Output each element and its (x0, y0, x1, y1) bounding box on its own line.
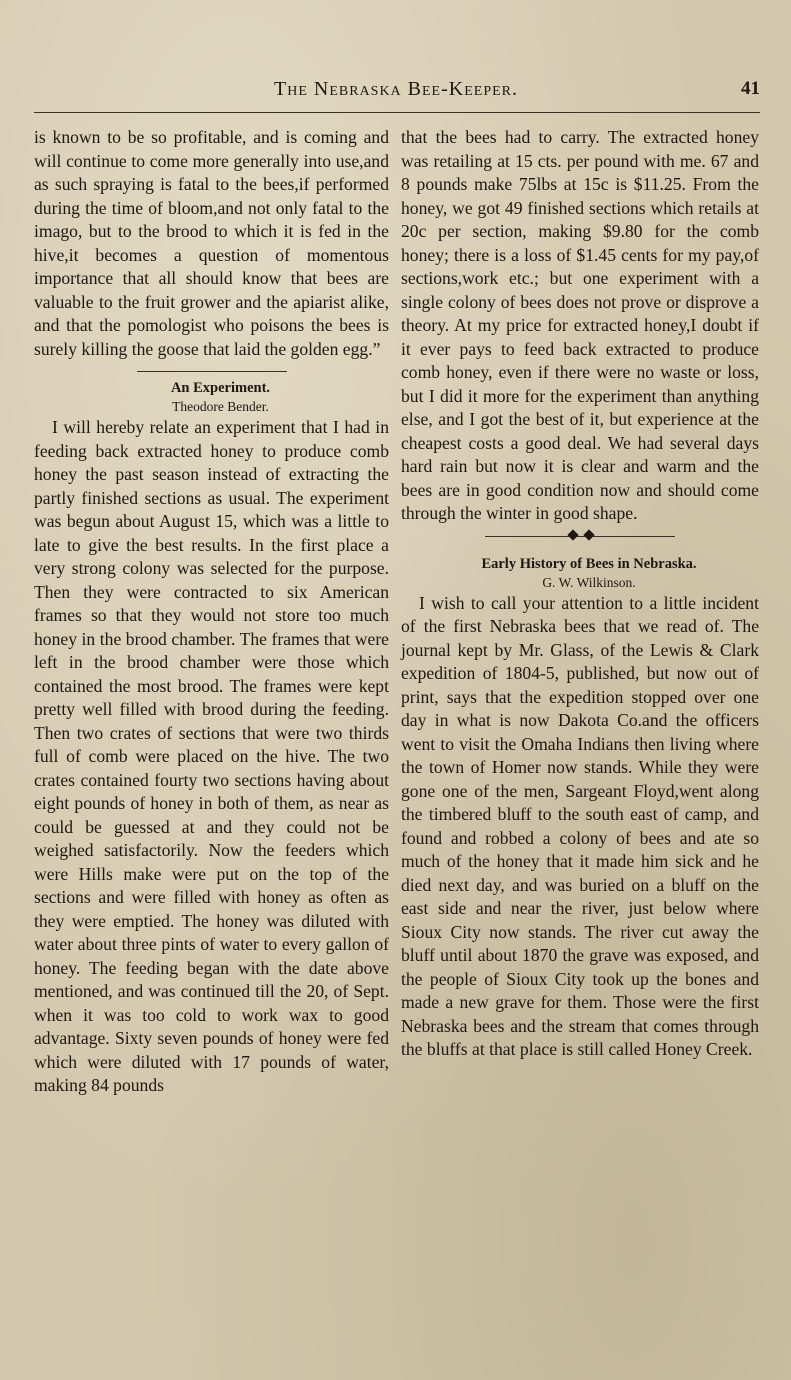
section-rule (137, 371, 287, 372)
running-header (30, 78, 762, 108)
article-body-experiment: I will hereby relate an experiment that I had in feeding back extracted honey to produce comb honey the past season instead of extracting the partly finished sections as usual. The experiment was begun about August 15, which was a little to late to give the best results. In the first place a very strong colony was selected for the purpose. Then they were contracted to six American frames so that they would not store too much honey in the brood chamber. The frames that were left in the brood chamber were those which contained the most brood. The frames were kept pretty well filled with brood during the feeding. Then two crates of sections that were two thirds full of comb were placed on the hive. The two crates contained fourty two sections having about eight pounds of honey in both of them, as near as could be guessed at and they could not be weighed satisfactorily. Now the feeders which were Hills make were put on the top of the sections and were filled with honey as often as they were emptied. The honey was diluted with water about three pints of water to every gallon of honey. The feeding began with the date above mentioned, and was continued till the 20, of Sept. when it was too cold to work wax to good advantage. Sixty seven pounds of honey were fed which were diluted with 17 pounds of water, making 84 pounds (34, 417, 389, 1095)
article-author-wilkinson: G. W. Wilkinson. (542, 574, 636, 590)
journal-title: The Nebraska Bee-Keeper. (274, 78, 518, 100)
header-rule (34, 112, 760, 113)
continued-paragraph: is known to be so profitable, and is coming and will continue to come more generally into use,and as such spraying is fatal to the bees,if performed during the time of bloom,and not only fatal to the imago, but to the brood to which it is fed in the hive,it becomes a question of momentous importance that all should know that bees are valuable to the fruit grower and the apiarist alike, and that the pomologist who poisons the bees is surely killing the goose that laid the golden egg.” (34, 127, 389, 359)
article-title-early-history: Early History of Bees in Nebraska. (481, 555, 697, 572)
article-title-experiment: An Experiment. (170, 380, 271, 396)
ornamental-divider (485, 532, 675, 542)
article-body-early-history: I wish to call your attention to a little incident of the first Nebraska bees that we read of. The journal kept by Mr. Glass, of the Lewis & Clark expedition of 1804-5, published, but now out of print, says that the expedition stopped over one day in what is now Dakota Co.and the officers went to visit the Omaha Indians then living where the town of Homer now stands. While they were gone one of the men, Sargeant Floyd,went along the timbered bluff to the south east of camp, and found and robbed a colony of bees and ate so much of the honey that it made him sick and he died next day, and was buried on a bluff on the east side and near the river, just below where Sioux City now stands. The river cut away the bluff until about 1870 the grave was exposed, and the people of Sioux City took up the bones and made a new grave for them. Those were the first Nebraska bees and the stream that comes through the bluffs at that place is still called Honey Creek. (401, 592, 759, 1059)
page-number: 41 (741, 78, 760, 99)
divider-line (485, 536, 675, 537)
right-column (401, 126, 759, 1062)
continued-paragraph-right: that the bees had to carry. The extracted honey was retailing at 15 cts. per pound with me. 67 and 8 pounds make 75lbs at 15c is $11.25. From the honey, we got 49 finished sections which retails at 20c per section, making $9.80 for the comb honey; there is a loss of $1.45 cents for my pay,of sections,work etc.; but one experiment with a single colony of bees does not prove or disprove a theory. At my price for extracted honey,I doubt if it ever pays to feed back extracted to produce comb honey, even if there were no waste or loss, but I did it more for the experiment than anything else, and I got the best of it, but experience at the cheapest costs a good deal. We had several days hard rain but now it is clear and warm and the bees are in good condition now and should come through the winter in good shape. (401, 127, 759, 523)
diamond-ornament-icon (567, 529, 578, 540)
diamond-ornament-icon (583, 529, 594, 540)
article-author-bender: Theodore Bender. (172, 399, 269, 414)
left-column (34, 126, 389, 1098)
